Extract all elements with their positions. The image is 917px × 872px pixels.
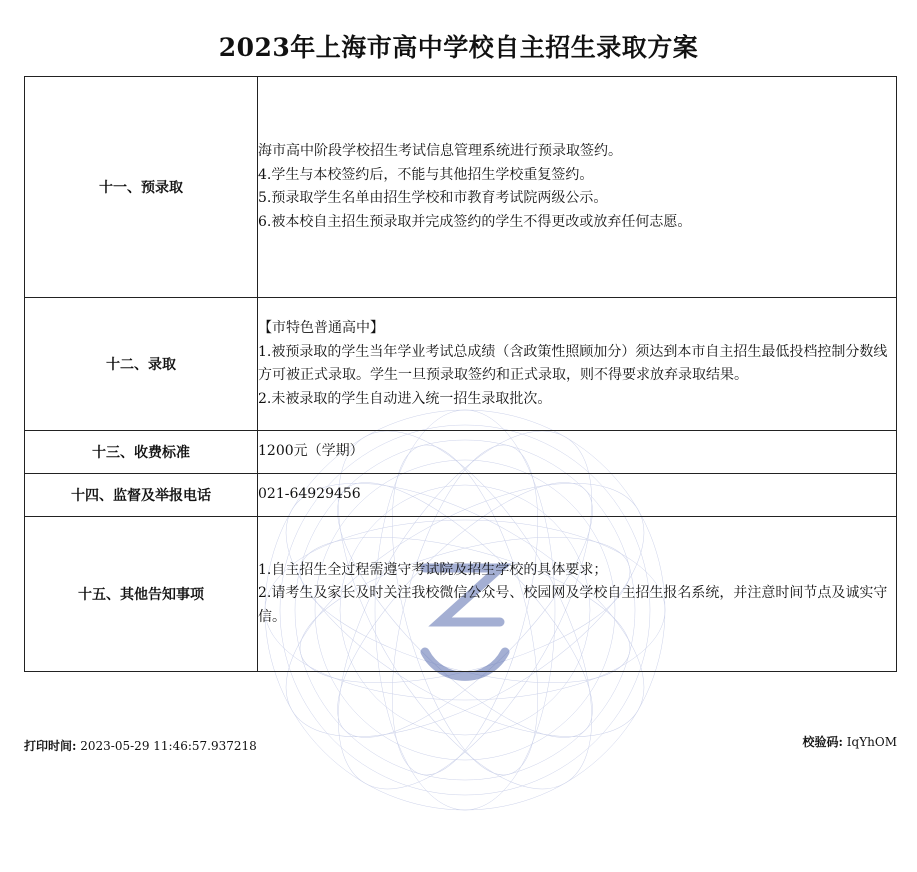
row-label-pre-admission: 十一、预录取: [25, 77, 258, 298]
table-row: [25, 77, 897, 298]
row-content-hotline: [258, 474, 897, 517]
content-line: 1.自主招生全过程需遵守考试院及招生学校的具体要求；: [258, 561, 608, 578]
page-title: 2023年上海市高中学校自主招生录取方案: [218, 33, 699, 62]
content-line: 5.预录取学生名单由招生学校和市教育考试院两级公示。: [258, 190, 608, 206]
content-line: 6.被本校自主招生预录取并完成签约的学生不得更改或放弃任何志愿。: [258, 213, 692, 230]
print-time-label: 打印时间:: [24, 739, 77, 753]
row-content-admission: [258, 298, 897, 431]
row-label-fees: 十三、收费标准: [25, 431, 258, 474]
content-line: 1200元（学期）: [258, 443, 364, 460]
table-row: [25, 474, 897, 517]
content-line: 4.学生与本校签约后，不能与其他招生学校重复签约。: [258, 166, 594, 183]
content-line: 海市高中阶段学校招生考试信息管理系统进行预录取签约。: [258, 143, 622, 159]
print-time-value: 2023-05-29 11:46:57.937218: [80, 739, 257, 753]
row-content-fees: [258, 431, 897, 474]
content-line: 2.未被录取的学生自动进入统一招生录取批次。: [258, 390, 552, 407]
row-content-other-notices: [258, 517, 897, 672]
row-label-admission: 十二、录取: [25, 298, 258, 431]
content-line: 1.被预录取的学生当年学业考试总成绩（含政策性照顾加分）须达到本市自主招生最低投档控制分数线方可被正式录取。学生一旦预录取签约和正式录取，则不得要求放弃录取结果。: [258, 343, 888, 383]
row-content-pre-admission: [258, 77, 897, 298]
check-code-value: IqYhOM: [846, 735, 897, 749]
table-row: [25, 431, 897, 474]
content-line: 【市特色普通高中】: [258, 320, 384, 336]
check-code: [803, 733, 897, 750]
content-line: 021-64929456: [258, 486, 361, 503]
admission-plan-table: [24, 76, 897, 672]
table-row: [25, 298, 897, 431]
content-line: 2.请考生及家长及时关注我校微信公众号、校园网及学校自主招生报名系统，并注意时间节点及诚实守信。: [258, 585, 888, 625]
table-row: [25, 517, 897, 672]
row-label-hotline: 十四、监督及举报电话: [25, 474, 258, 517]
check-code-label: 校验码:: [802, 735, 843, 749]
print-time: [24, 737, 257, 754]
row-label-other-notices: 十五、其他告知事项: [25, 517, 258, 672]
